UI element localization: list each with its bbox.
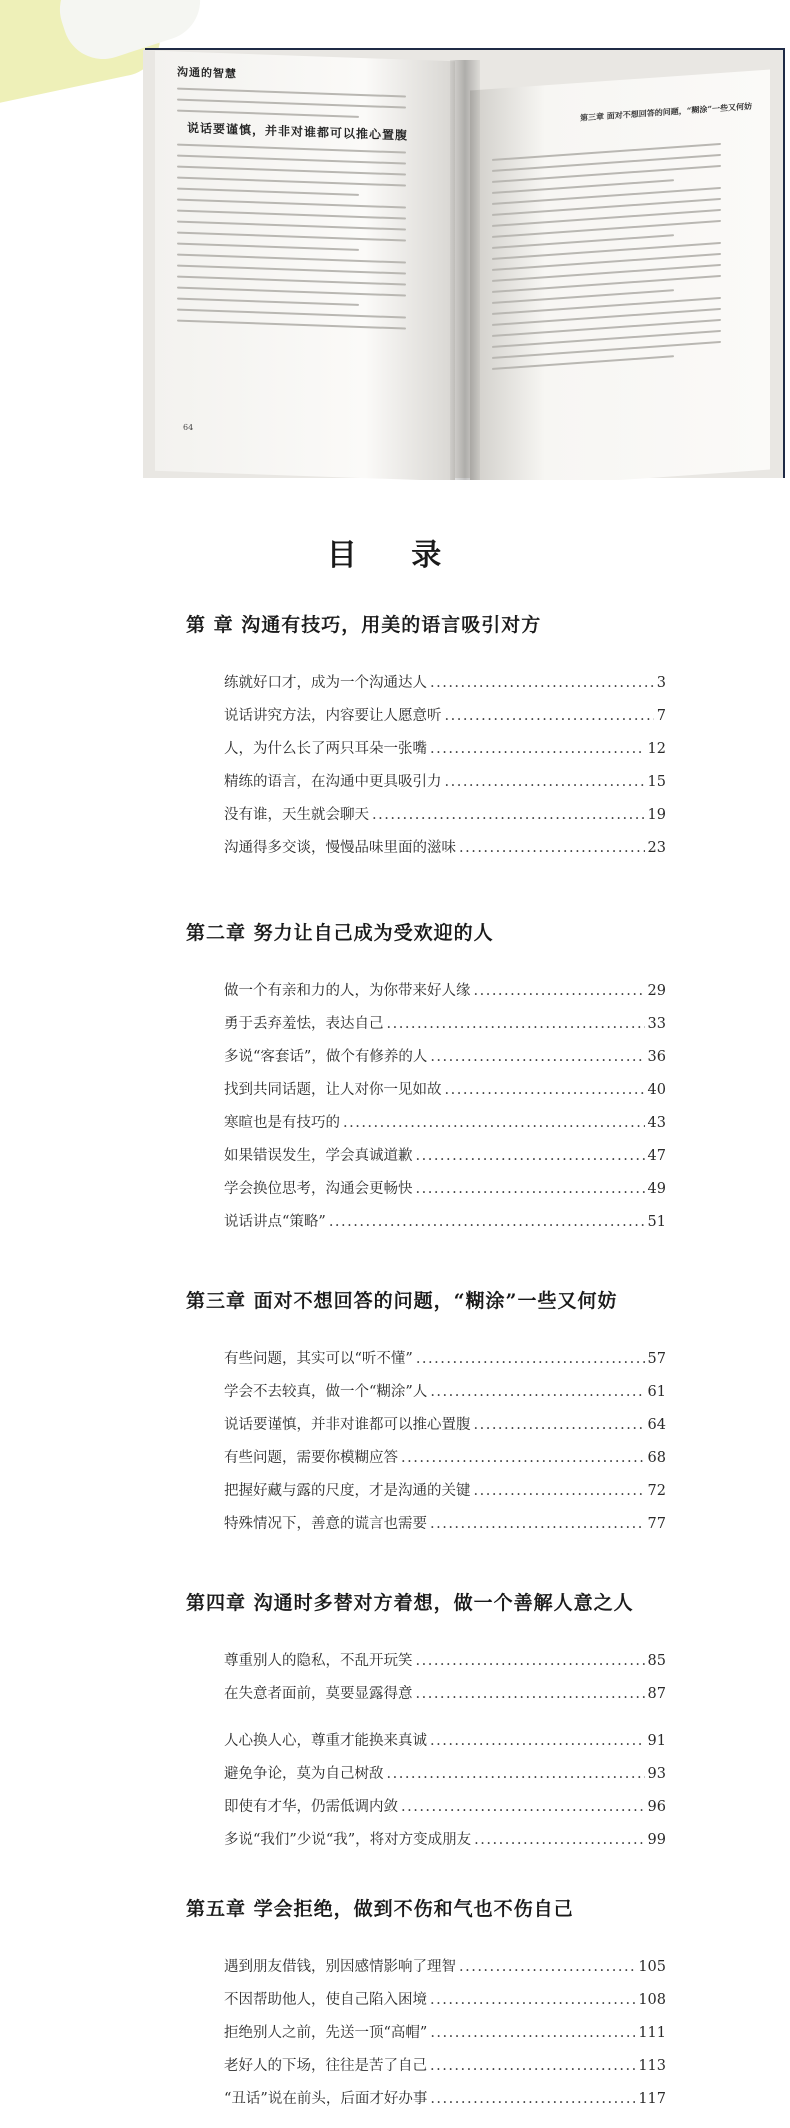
- toc-entry[interactable]: 有些问题，其实可以“听不懂” ..... 57: [224, 1347, 666, 1380]
- toc-entry[interactable]: 遇到朋友借钱，别因感情影响了理智 ..... 105: [224, 1955, 666, 1988]
- dot-leader: [445, 1082, 645, 1098]
- toc-entry[interactable]: 说话要谨慎，并非对谁都可以推心置腹 ..... 64: [224, 1413, 666, 1446]
- dot-leader: [401, 1450, 645, 1466]
- dot-leader: [416, 1351, 645, 1367]
- dot-leader: [430, 2058, 635, 2074]
- toc-entry[interactable]: 有些问题，需要你模糊应答 ..... 68: [224, 1446, 666, 1479]
- toc-entry[interactable]: 没有谁，天生就会聊天 ..... 19: [224, 803, 666, 836]
- dot-leader: [387, 1766, 645, 1782]
- toc-entry[interactable]: 练就好口才，成为一个沟通达人 ..... 3: [224, 671, 666, 704]
- chapter-1: [186, 610, 746, 869]
- chapter-title: 第五章 学会拒绝，做到不伤和气也不伤自己: [186, 1898, 574, 1920]
- dot-leader: [474, 1832, 644, 1848]
- dot-leader: [416, 1686, 645, 1702]
- chapter-title: 第三章 面对不想回答的问题，“糊涂”一些又何妨: [186, 1290, 618, 1312]
- dot-leader: [445, 774, 645, 790]
- left-page-subhead: 说话要谨慎，并非对谁都可以推心置腹: [187, 120, 409, 143]
- toc-entry[interactable]: 老好人的下场，往往是苦了自己 ..... 113: [224, 2054, 666, 2087]
- dot-leader: [430, 1384, 644, 1400]
- dot-leader: [387, 1016, 645, 1032]
- toc-entry[interactable]: “丑话”说在前头，后面才好办事 ..... 117: [224, 2087, 666, 2120]
- toc-entry[interactable]: 多说“我们”少说“我”，将对方变成朋友 ..... 99: [224, 1828, 666, 1861]
- toc-entry[interactable]: 做一个有亲和力的人，为你带来好人缘 ..... 29: [224, 979, 666, 1012]
- dot-leader: [430, 2091, 635, 2107]
- toc-entry[interactable]: 多说“客套话”，做个有修养的人 ..... 36: [224, 1045, 666, 1078]
- dot-leader: [474, 983, 645, 999]
- dot-leader: [474, 1417, 645, 1433]
- toc-entry[interactable]: 把握好藏与露的尺度，才是沟通的关键 ..... 72: [224, 1479, 666, 1512]
- chapter-title: 第四章 沟通时多替对方着想，做一个善解人意之人: [186, 1592, 634, 1614]
- toc-entry[interactable]: 即使有才华，仍需低调内敛 ..... 96: [224, 1795, 666, 1828]
- toc-entry[interactable]: 尊重别人的隐私，不乱开玩笑 ..... 85: [224, 1649, 666, 1682]
- toc-entry[interactable]: 沟通得多交谈，慢慢品味里面的滋味 ..... 23: [224, 836, 666, 869]
- chapter-5: [186, 1894, 746, 2120]
- book-right-page: [470, 70, 770, 480]
- toc-entry[interactable]: 人心换人心，尊重才能换来真诚 ..... 91: [224, 1729, 666, 1762]
- toc-entry[interactable]: 说话讲究方法，内容要让人愿意听 ..... 7: [224, 704, 666, 737]
- dot-leader: [372, 807, 645, 823]
- toc-entry[interactable]: 不因帮助他人，使自己陷入困境 ..... 108: [224, 1988, 666, 2021]
- dot-leader: [430, 1049, 644, 1065]
- book-photo: [0, 0, 790, 480]
- chapter-4: [186, 1588, 746, 1861]
- dot-leader: [430, 1992, 635, 2008]
- chapter-title: 第二章 努力让自己成为受欢迎的人: [186, 922, 494, 944]
- dot-leader: [474, 1483, 645, 1499]
- dot-leader: [401, 1799, 645, 1815]
- toc-entry[interactable]: 拒绝别人之前，先送一顶“高帽” ..... 111: [224, 2021, 666, 2054]
- dot-leader: [459, 1959, 635, 1975]
- dot-leader: [430, 2025, 635, 2041]
- toc-entry[interactable]: 学会换位思考，沟通会更畅快 ..... 49: [224, 1177, 666, 1210]
- dot-leader: [416, 1181, 645, 1197]
- toc-entry[interactable]: 找到共同话题，让人对你一见如故 ..... 40: [224, 1078, 666, 1111]
- chapter-2: [186, 918, 746, 1243]
- dot-leader: [416, 1148, 645, 1164]
- toc-title: 目 录: [326, 538, 464, 573]
- toc-entry[interactable]: 人，为什么长了两只耳朵一张嘴 ..... 12: [224, 737, 666, 770]
- left-page-header: 沟通的智慧: [177, 65, 237, 81]
- chapter-title: 第 章 沟通有技巧，用美的语言吸引对方: [186, 614, 542, 636]
- chapter-3: [186, 1286, 746, 1545]
- dot-leader: [430, 1733, 645, 1749]
- toc-entry[interactable]: 在失意者面前，莫要显露得意 ..... 87: [224, 1682, 666, 1715]
- toc-entry[interactable]: 勇于丢弃羞怯，表达自己 ..... 33: [224, 1012, 666, 1045]
- toc-entry[interactable]: 学会不去较真，做一个“糊涂”人 ..... 61: [224, 1380, 666, 1413]
- right-page-header: 第三章 面对不想回答的问题，“糊涂”一些又何妨: [580, 100, 752, 123]
- dot-leader: [430, 1516, 645, 1532]
- toc-entry[interactable]: 寒暄也是有技巧的 ..... 43: [224, 1111, 666, 1144]
- book-left-page: [155, 51, 455, 480]
- dot-leader: [459, 840, 645, 856]
- toc-entry[interactable]: 避免争论，莫为自己树敌 ..... 93: [224, 1762, 666, 1795]
- book-spine-shadow: [450, 60, 480, 480]
- toc-entry[interactable]: 如果错误发生，学会真诚道歉 ..... 47: [224, 1144, 666, 1177]
- toc-entry[interactable]: 精练的语言，在沟通中更具吸引力 ..... 15: [224, 770, 666, 803]
- dot-leader: [416, 1653, 645, 1669]
- dot-leader: [430, 675, 654, 691]
- dot-leader: [445, 708, 654, 724]
- toc-entry[interactable]: 特殊情况下，善意的谎言也需要 ..... 77: [224, 1512, 666, 1545]
- left-page-number: 64: [183, 422, 194, 433]
- dot-leader: [430, 741, 645, 757]
- toc-entry[interactable]: 说话讲点“策略” ..... 51: [224, 1210, 666, 1243]
- dot-leader: [343, 1115, 645, 1131]
- dot-leader: [329, 1214, 645, 1230]
